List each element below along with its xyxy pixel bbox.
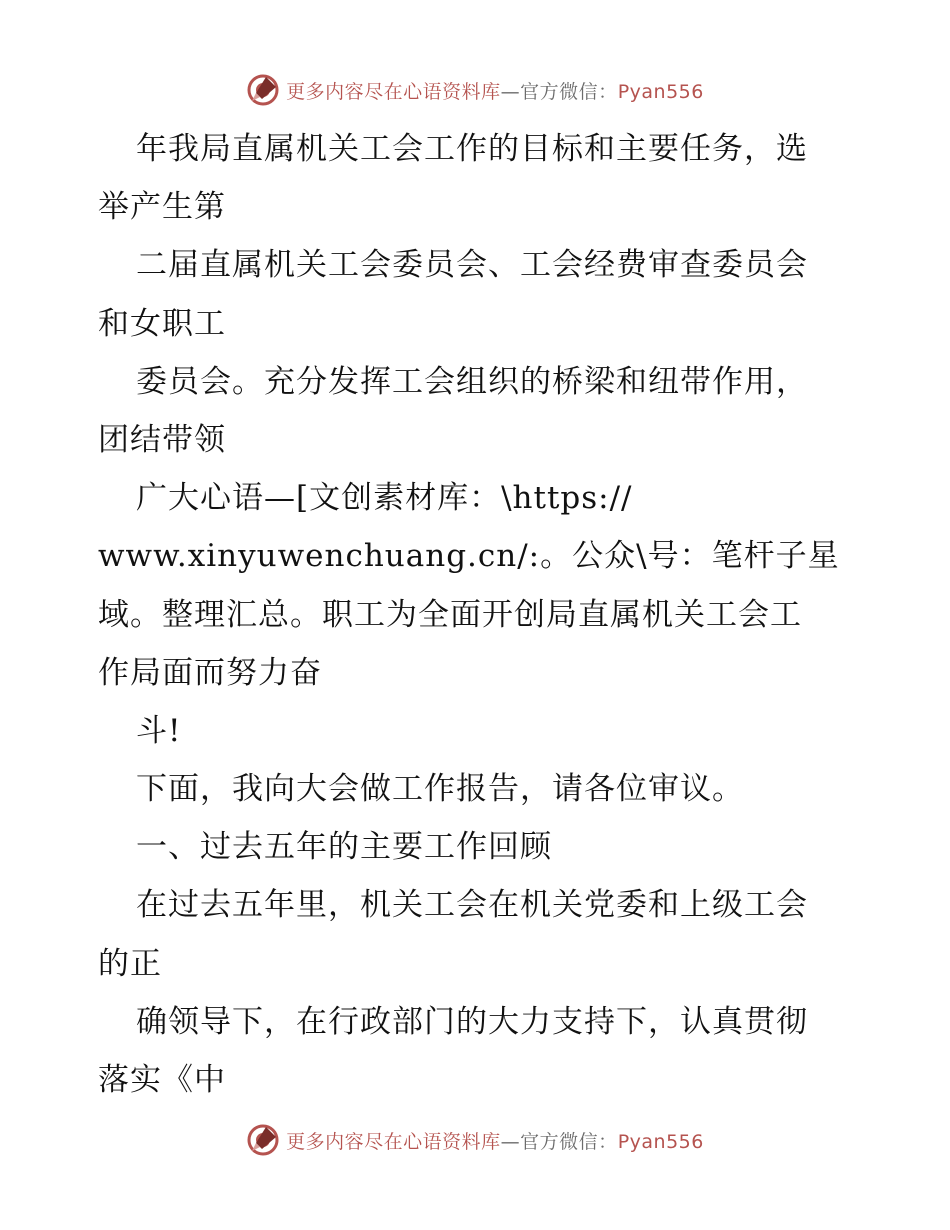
body-line: 域。整理汇总。职工为全面开创局直属机关工会工 <box>98 596 802 633</box>
body-line: 委员会。充分发挥工会组织的桥梁和纽带作用， <box>136 363 808 400</box>
body-line: 落实《中 <box>98 1062 226 1098</box>
header-banner-text: 更多内容尽在心语资料库—官方微信：Pyan556 <box>286 80 704 103</box>
body-line: 确领导下，在行政部门的大力支持下，认真贯彻 <box>136 1003 808 1040</box>
body-line: 在过去五年里，机关工会在机关党委和上级工会 <box>136 887 808 924</box>
body-line: www.xinyuwenchuang.cn/:。公众\号：笔杆子星 <box>98 538 840 575</box>
body-line: 团结带领 <box>98 421 226 458</box>
body-line: 下面，我向大会做工作报告，请各位审议。 <box>136 771 744 808</box>
body-line: 年我局直属机关工会工作的目标和主要任务，选 <box>136 131 808 167</box>
document-body <box>98 120 858 1109</box>
header-banner <box>0 70 950 110</box>
footer-banner <box>0 1120 950 1160</box>
body-line: 的正 <box>98 945 162 982</box>
body-line: 举产生第 <box>98 189 226 226</box>
body-line: 和女职工 <box>98 305 226 342</box>
body-line: 作局面而努力奋 <box>98 654 322 691</box>
body-line: 斗! <box>136 712 182 749</box>
pen-logo-icon <box>246 1123 280 1157</box>
body-line: 广大心语—[文创素材库：\https:// <box>136 480 633 517</box>
pen-logo-icon <box>246 73 280 107</box>
section-heading: 一、过去五年的主要工作回顾 <box>136 829 552 866</box>
body-line: 二届直属机关工会委员会、工会经费审查委员会 <box>136 247 808 284</box>
footer-banner-text: 更多内容尽在心语资料库—官方微信：Pyan556 <box>286 1130 704 1153</box>
